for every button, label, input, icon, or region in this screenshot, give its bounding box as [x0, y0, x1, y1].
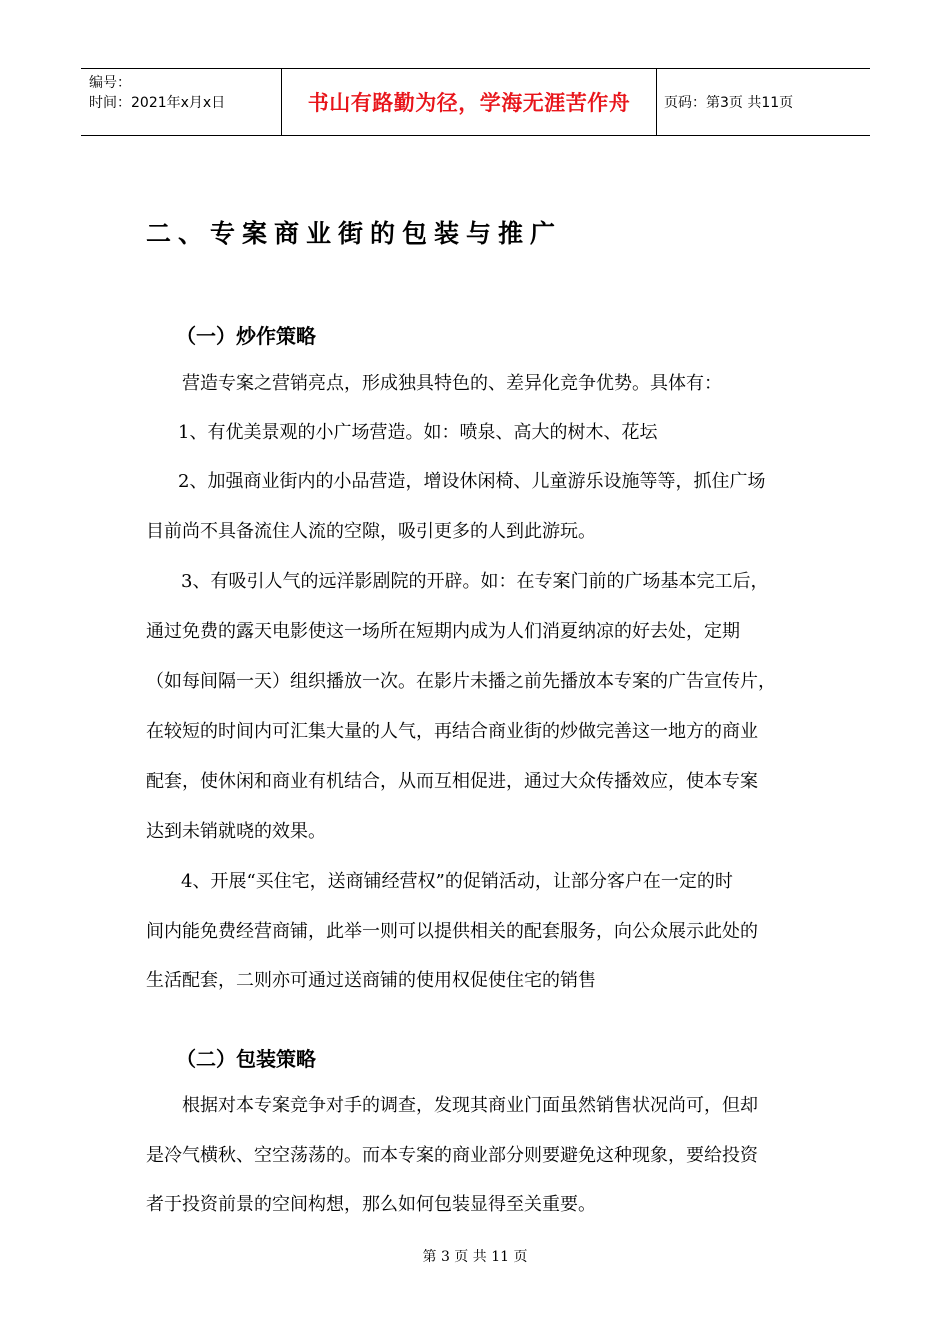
subsection-heading-2: （二）包装策略: [176, 1047, 316, 1071]
paragraph-line: 根据对本专案竞争对手的调查，发现其商业门面虽然销售状况尚可，但却: [182, 1095, 758, 1116]
paragraph-line: 1、有优美景观的小广场营造。如：喷泉、高大的树木、花坛: [178, 422, 658, 443]
header-table: [81, 68, 870, 136]
paragraph-line: 4、开展“买住宅，送商铺经营权”的促销活动，让部分客户在一定的时: [181, 871, 733, 892]
paragraph-line: 生活配套，二则亦可通过送商铺的使用权促使住宅的销售: [146, 970, 596, 991]
header-motto-cell: [282, 69, 657, 135]
paragraph-line: 达到未销就哓的效果。: [146, 821, 326, 842]
document-number-label: 编号：: [89, 75, 131, 91]
header-motto: 书山有路勤为径，学海无涯苦作舟: [307, 91, 631, 115]
document-time-label: 时间：2021年x月x日: [89, 95, 226, 111]
paragraph-line: 2、加强商业街内的小品营造，增设休闲椅、儿童游乐设施等等，抓住广场: [178, 471, 766, 492]
paragraph-line: 通过免费的露天电影使这一场所在短期内成为人们消夏纳凉的好去处，定期: [146, 621, 740, 642]
paragraph-line: 配套，使休闲和商业有机结合，从而互相促进，通过大众传播效应，使本专案: [146, 771, 758, 792]
header-page-info: 页码：第3页 共11页: [664, 95, 794, 111]
paragraph-line: （如每间隔一天）组织播放一次。在影片未播之前先播放本专案的广告宣传片，: [146, 671, 776, 692]
paragraph-line: 者于投资前景的空间构想，那么如何包装显得至关重要。: [146, 1194, 596, 1215]
page-footer: 第 3 页 共 11 页: [422, 1249, 528, 1265]
subsection-heading-1: （一）炒作策略: [176, 324, 316, 348]
section-title: 二、专案商业街的包装与推广: [146, 219, 563, 248]
paragraph-line: 目前尚不具备流住人流的空隙，吸引更多的人到此游玩。: [146, 521, 596, 542]
paragraph-line: 营造专案之营销亮点，形成独具特色的、差异化竞争优势。具体有：: [182, 373, 722, 394]
paragraph-line: 在较短的时间内可汇集大量的人气，再结合商业街的炒做完善这一地方的商业: [146, 721, 758, 742]
header-page-cell: [657, 69, 870, 135]
header-meta-cell: [81, 69, 282, 135]
paragraph-line: 是冷气横秋、空空荡荡的。而本专案的商业部分则要避免这种现象，要给投资: [146, 1145, 758, 1166]
paragraph-line: 间内能免费经营商铺，此举一则可以提供相关的配套服务，向公众展示此处的: [146, 921, 758, 942]
paragraph-line: 3、有吸引人气的远洋影剧院的开辟。如：在专案门前的广场基本完工后，: [181, 571, 769, 592]
